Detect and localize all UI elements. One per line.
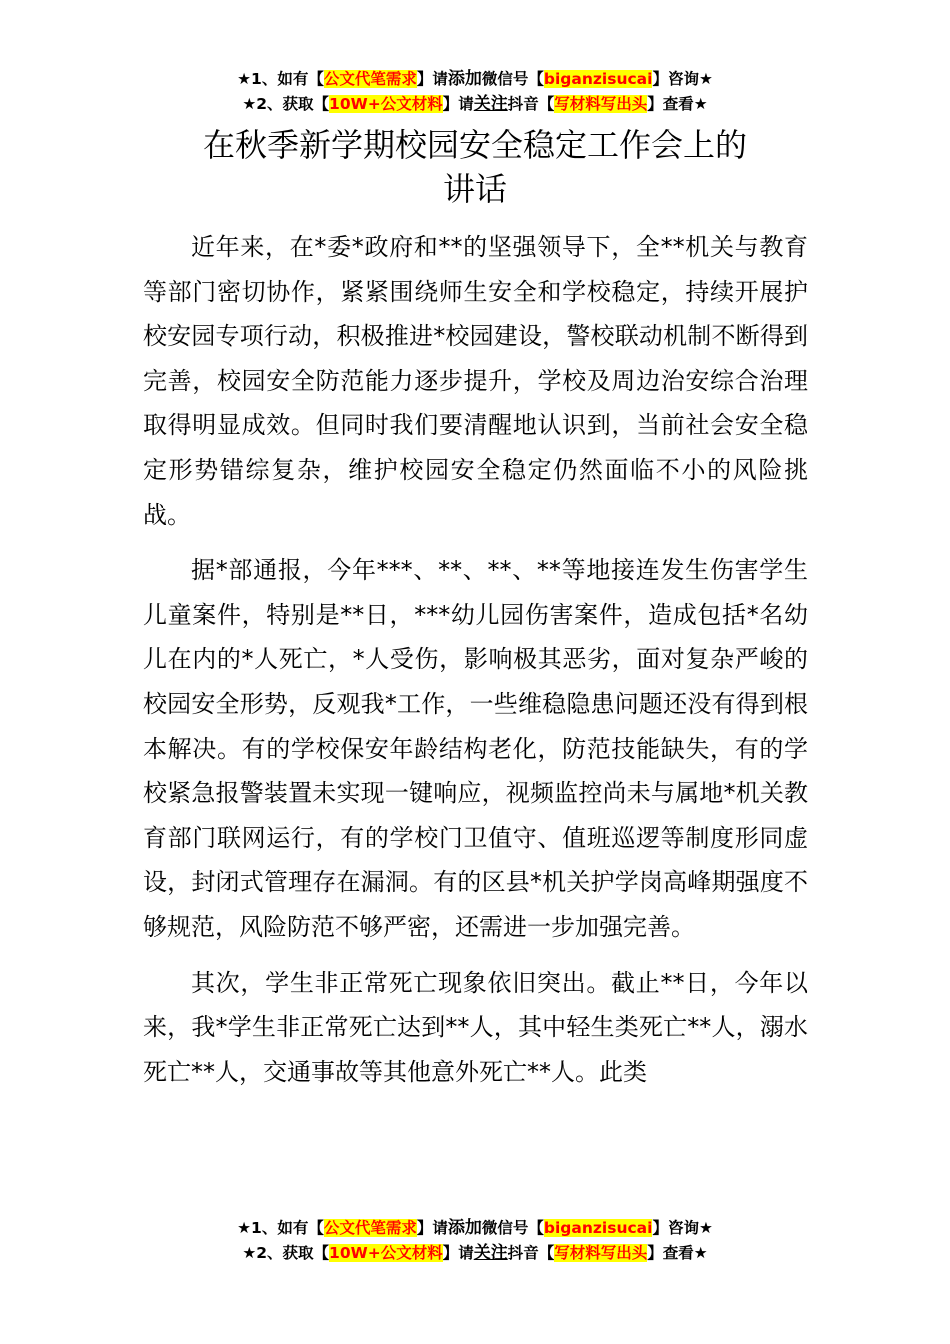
document-body xyxy=(143,225,808,1094)
banner-emphasis: 关注 xyxy=(473,94,508,114)
document-title xyxy=(140,123,810,211)
highlight-materials: 10W+公文材料 xyxy=(329,1244,443,1262)
banner-text: 2、获取【 xyxy=(256,1244,330,1262)
banner-text: 抖音【 xyxy=(507,95,555,113)
banner-text: 】查看★ xyxy=(647,95,708,113)
star-icon: ★ xyxy=(242,95,257,113)
highlight-wechat-id: biganzisucai xyxy=(543,1219,653,1237)
banner-text: 】请 xyxy=(416,1219,448,1237)
body-paragraph: 近年来，在*委*政府和**的坚强领导下，全**机关与教育等部门密切协作，紧紧围绕师生安全和学校稳定，持续开展护校安园专项行动，积极推进*校园建设，警校联动机制不断得到完善，校园安全防范能力逐步提升，学校及周边治安综合治理取得明显成效。但同时我们要清醒地认识到，当前社会安全稳定形势错综复杂，维护校园安全稳定仍然面临不小的风险挑战。 xyxy=(143,233,808,529)
star-icon: ★ xyxy=(242,1244,257,1262)
star-icon: ★ xyxy=(237,70,252,88)
banner-text: 】请 xyxy=(442,1244,474,1262)
banner-text: 微信号【 xyxy=(481,70,544,88)
body-paragraph: 据*部通报，今年***、**、**、**等地接连发生伤害学生儿童案件，特别是**日，***幼儿园伤害案件，造成包括*名幼儿在内的*人死亡，*人受伤，影响极其恶劣，面对复杂严峻的校园安全形势，反观我*工作，一些维稳隐患问题还没有得到根本解决。有的学校保安年龄结构老化，防范技能缺失，有的学校紧急报警装置未实现一键响应，视频监控尚未与属地*机关教育部门联网运行，有的学校门卫值守、值班巡逻等制度形同虚设，封闭式管理存在漏洞。有的区县*机关护学岗高峰期强度不够规范，风险防范不够严密，还需进一步加强完善。 xyxy=(143,556,808,941)
banner-line-2 xyxy=(0,1241,950,1266)
banner-text: 】咨询★ xyxy=(652,70,713,88)
header-banner xyxy=(0,67,950,117)
banner-text: 抖音【 xyxy=(507,1244,555,1262)
highlight-wechat-id: biganzisucai xyxy=(543,70,653,88)
banner-text: 】咨询★ xyxy=(652,1219,713,1237)
banner-text: 2、获取【 xyxy=(256,95,330,113)
banner-text: 】请 xyxy=(416,70,448,88)
highlight-service: 公文代笔需求 xyxy=(323,1219,417,1237)
banner-text: 】请 xyxy=(442,95,474,113)
footer-banner xyxy=(0,1216,950,1266)
banner-emphasis: 添加 xyxy=(447,1218,482,1238)
banner-emphasis: 添加 xyxy=(447,69,482,89)
title-line-1: 在秋季新学期校园安全稳定工作会上的 xyxy=(202,126,747,164)
highlight-materials: 10W+公文材料 xyxy=(329,95,443,113)
highlight-service: 公文代笔需求 xyxy=(323,70,417,88)
banner-text: 】查看★ xyxy=(647,1244,708,1262)
body-paragraph: 其次，学生非正常死亡现象依旧突出。截止**日，今年以来，我*学生非正常死亡达到**人，其中轻生类死亡**人，溺水死亡**人，交通事故等其他意外死亡**人。此类 xyxy=(143,968,808,1086)
banner-text: 微信号【 xyxy=(481,1219,544,1237)
star-icon: ★ xyxy=(237,1219,252,1237)
highlight-douyin-account: 写材料写出头 xyxy=(554,95,648,113)
banner-line-2 xyxy=(0,92,950,117)
banner-emphasis: 关注 xyxy=(473,1243,508,1263)
highlight-douyin-account: 写材料写出头 xyxy=(554,1244,648,1262)
banner-text: 1、如有【 xyxy=(251,70,324,88)
title-line-2: 讲话 xyxy=(442,170,507,208)
banner-line-1 xyxy=(0,1216,950,1241)
banner-text: 1、如有【 xyxy=(251,1219,324,1237)
banner-line-1 xyxy=(0,67,950,92)
